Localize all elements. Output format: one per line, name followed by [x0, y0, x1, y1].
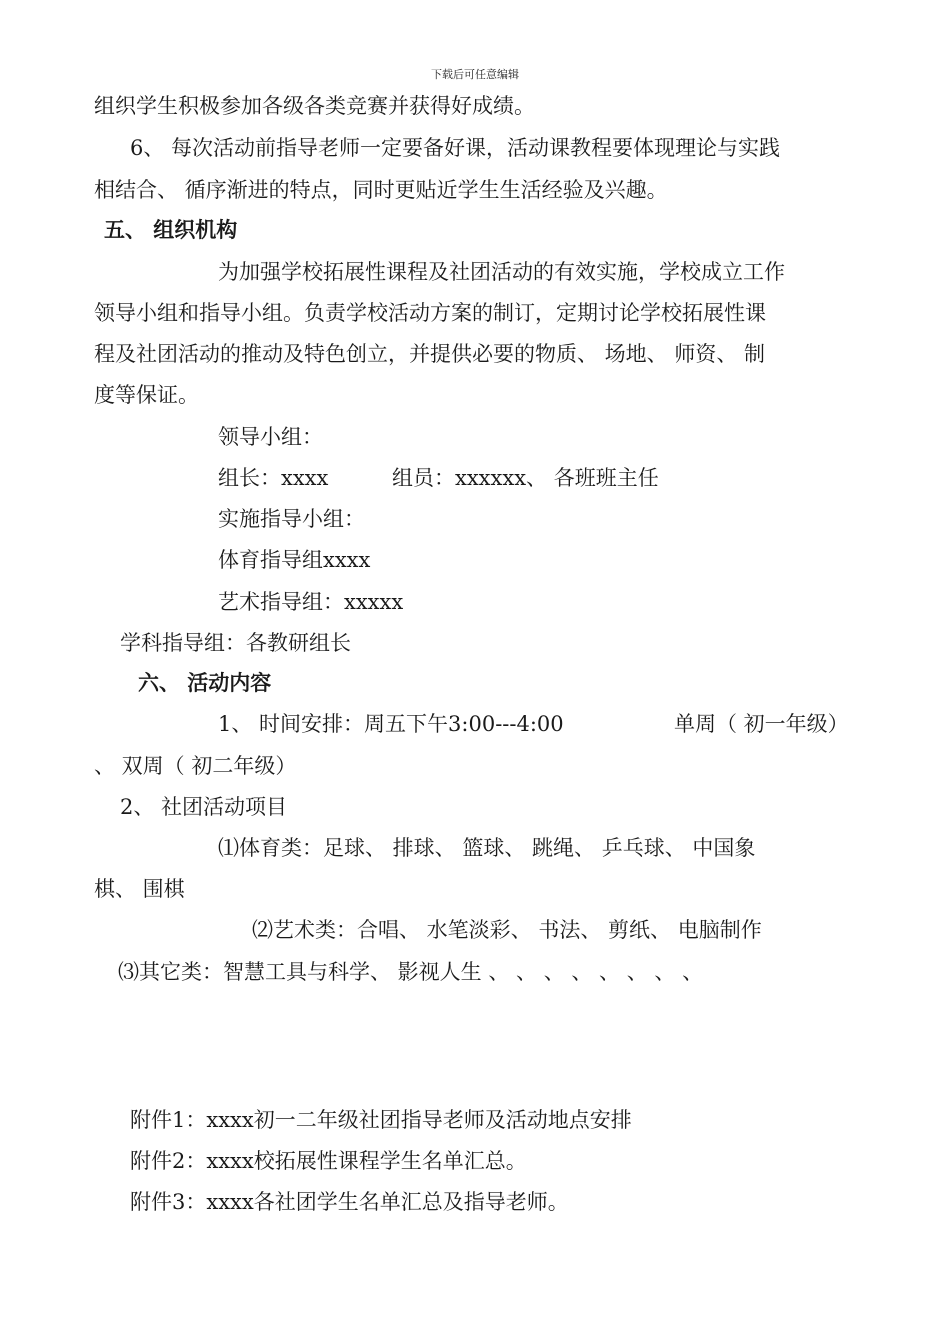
double-week-text: 、 双周（ 初二年级） — [94, 754, 297, 778]
paragraph-line: 程及社团活动的推动及特色创立，并提供必要的物质、 场地、 师资、 制 — [94, 342, 766, 366]
arts-category-text: ⑵艺术类：合唱、 水笔淡彩、 书法、 剪纸、 电脑制作 — [252, 918, 762, 942]
guide-group-label: 实施指导小组： — [218, 507, 365, 531]
paragraph-line: 组织学生积极参加各级各类竞赛并获得好成绩。 — [94, 94, 535, 118]
section-title: 六、 活动内容 — [138, 670, 272, 695]
lead-group-label: 领导小组： — [218, 425, 323, 449]
club-items-heading: 2、 社团活动项目 — [120, 795, 288, 819]
subject-group-text: 学科指导组：各教研组长 — [120, 631, 351, 655]
attachment-line: 附件2：xxxx校拓展性课程学生名单汇总。 — [130, 1149, 527, 1173]
sports-category-text: 棋、 围棋 — [94, 877, 185, 901]
attachment-line: 附件1：xxxx初一二年级社团指导老师及活动地点安排 — [130, 1108, 632, 1132]
members-text: 组员：xxxxxx、 各班班主任 — [392, 466, 659, 490]
single-week-text: 单周（ 初一年级） — [674, 712, 849, 736]
section-title: 五、 组织机构 — [104, 217, 238, 242]
attachment-line: 附件3：xxxx各社团学生名单汇总及指导老师。 — [130, 1190, 569, 1214]
time-schedule-text: 1、 时间安排：周五下午3:00---4:00 — [218, 712, 564, 736]
paragraph-line: 相结合、 循序渐进的特点，同时更贴近学生生活经验及兴趣。 — [94, 178, 668, 202]
leader-text: 组长：xxxx — [218, 466, 329, 490]
page-header: 下载后可任意编辑 — [431, 68, 519, 81]
paragraph-line: 度等保证。 — [94, 383, 199, 407]
paragraph-line: 6、 每次活动前指导老师一定要备好课，活动课教程要体现理论与实践 — [130, 136, 781, 160]
paragraph-line: 领导小组和指导小组。负责学校活动方案的制订，定期讨论学校拓展性课 — [94, 301, 766, 325]
art-group-text: 艺术指导组：xxxxx — [218, 590, 404, 614]
sports-category-text: ⑴体育类：足球、 排球、 篮球、 跳绳、 乒乓球、 中国象 — [218, 836, 756, 860]
pe-group-text: 体育指导组xxxx — [218, 548, 371, 572]
other-category-text: ⑶其它类：智慧工具与科学、 影视人生 、 、 、 、 、 、 、 、 — [118, 960, 704, 984]
paragraph-line: 为加强学校拓展性课程及社团活动的有效实施，学校成立工作 — [218, 260, 785, 284]
